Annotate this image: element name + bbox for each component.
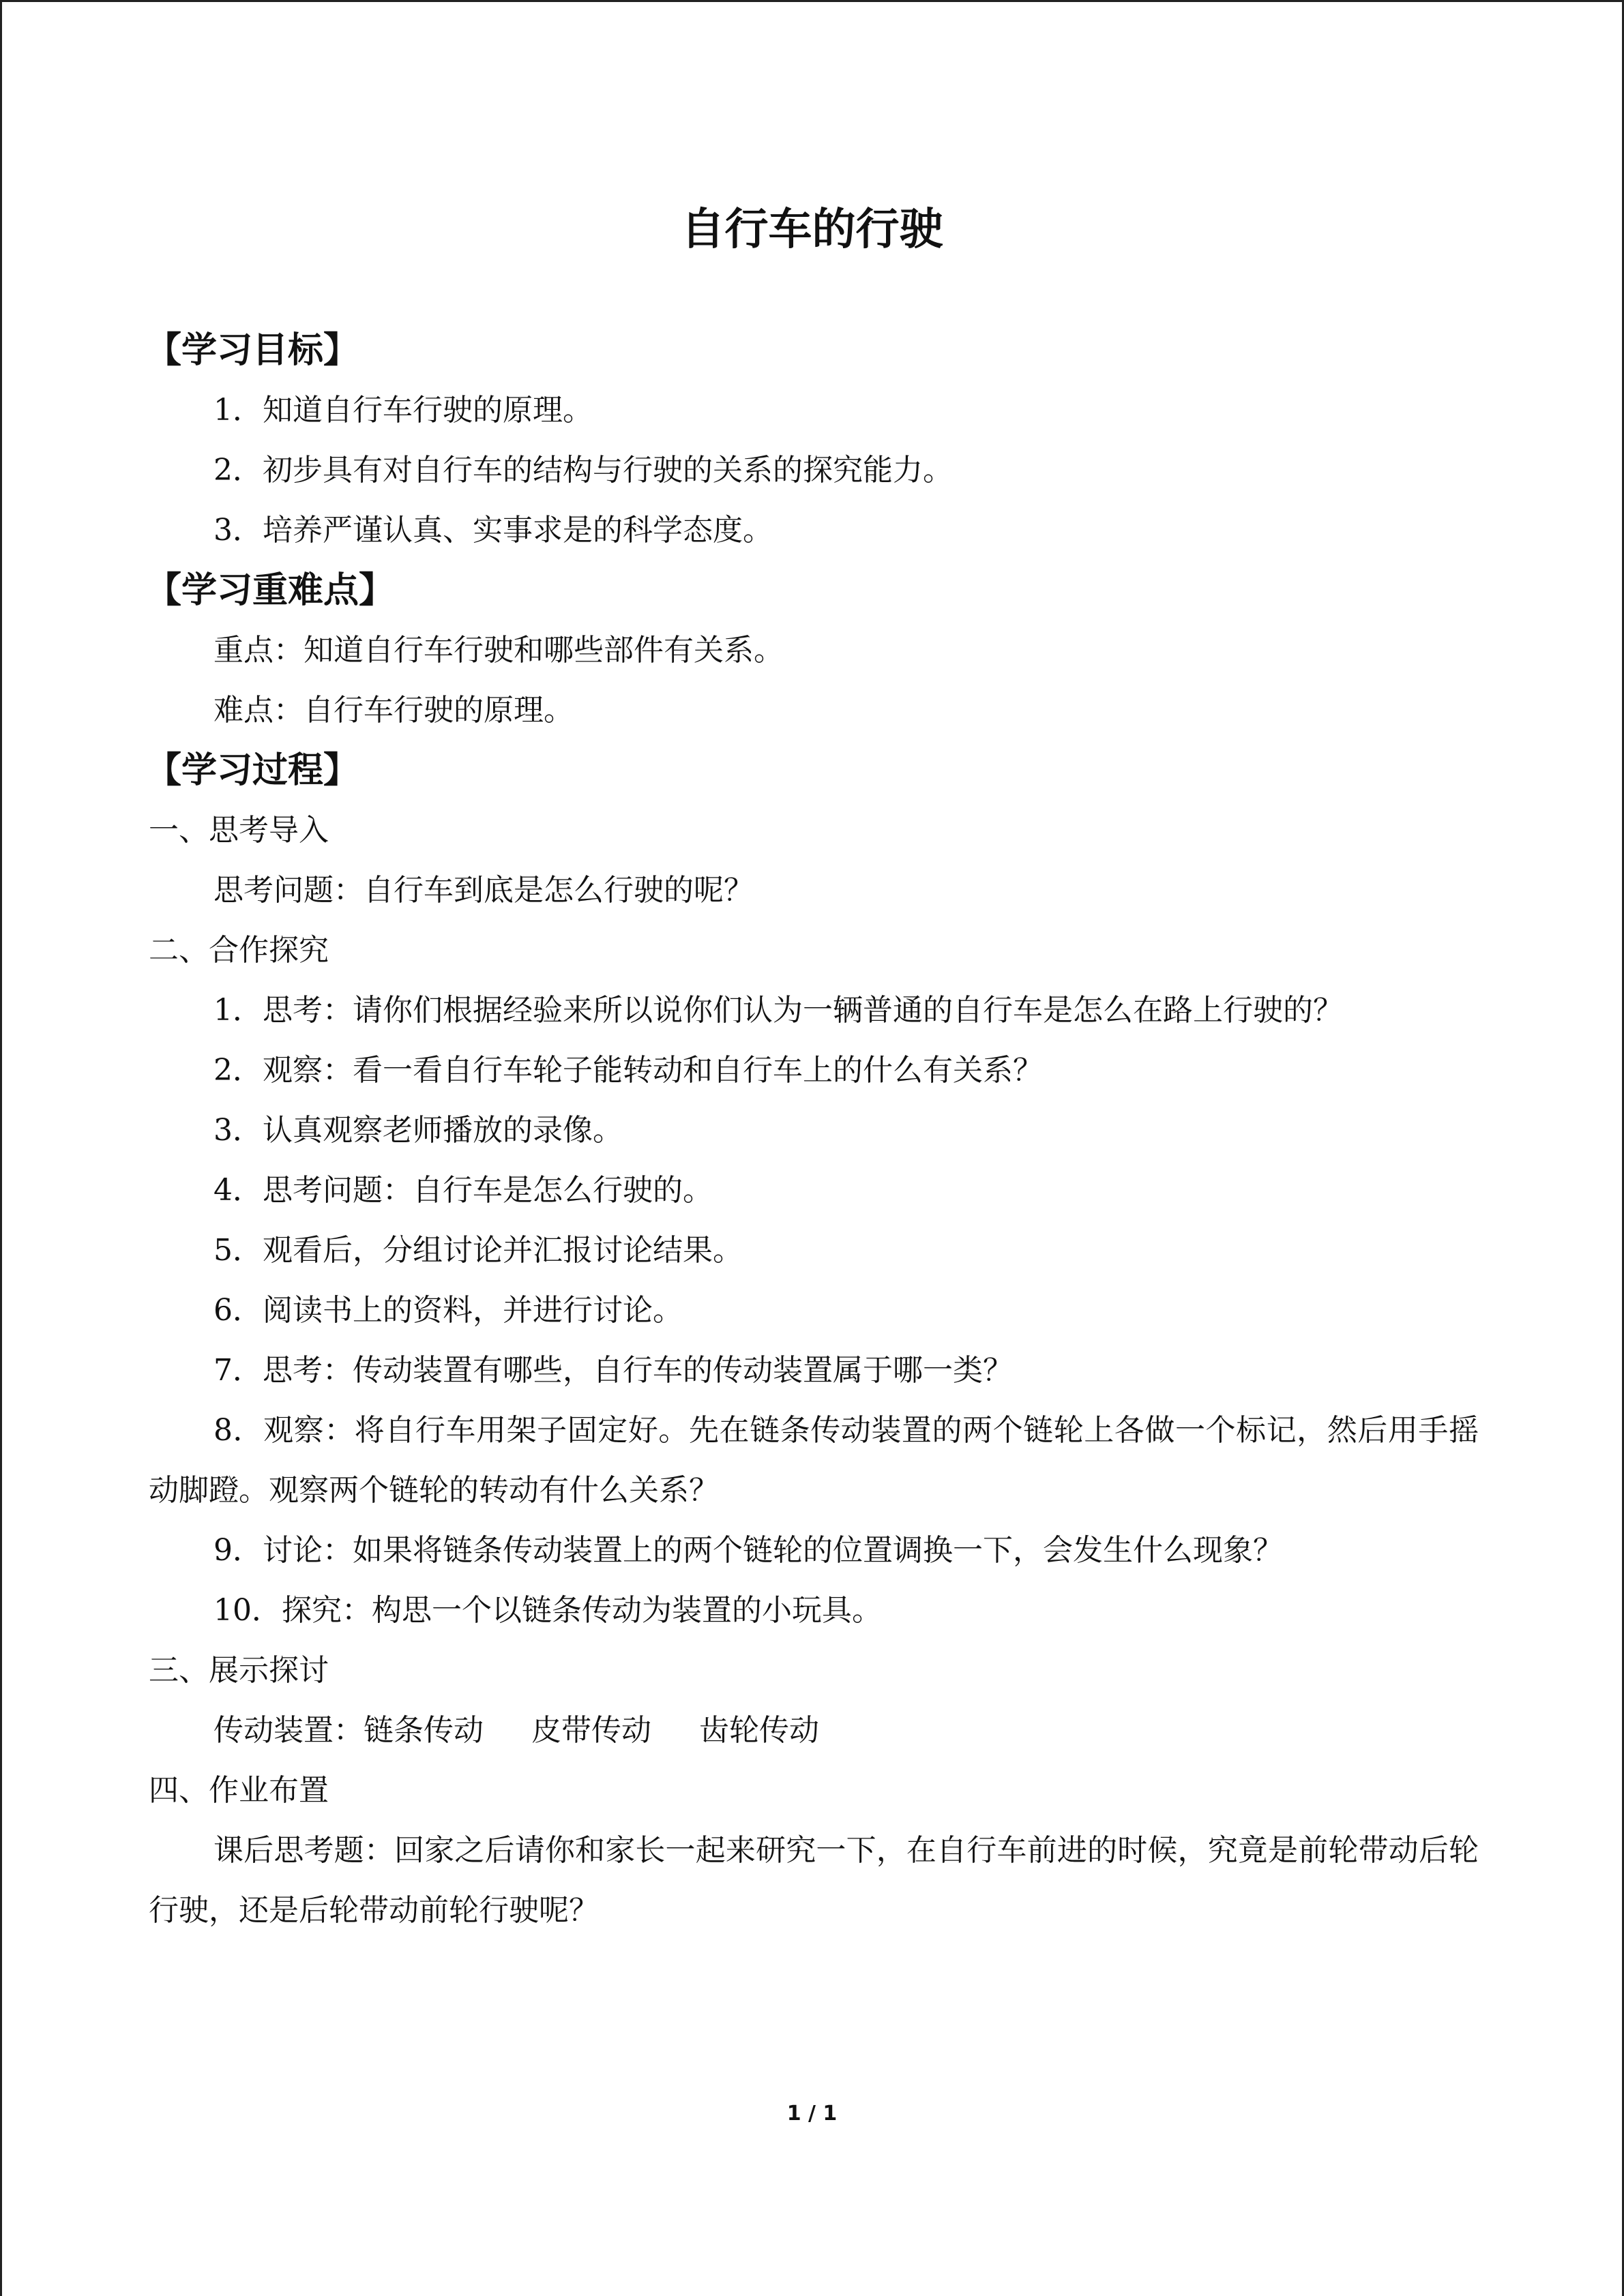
document-title: 自行车的行驶	[681, 205, 943, 255]
key-points-heading: 【学习重难点】	[146, 570, 395, 611]
section-2-item: 2．观察：看一看自行车轮子能转动和自行车上的什么有关系？	[213, 1053, 1043, 1088]
section-3-title: 三、展示探讨	[149, 1653, 329, 1688]
transmission-belt: 皮带传动	[531, 1713, 651, 1748]
section-2-item: 5．观看后，分组讨论并汇报讨论结果。	[213, 1233, 743, 1268]
transmission-label: 传动装置：链条传动	[213, 1713, 484, 1748]
section-2-item: 1．思考：请你们根据经验来所以说你们认为一辆普通的自行车是怎么在路上行驶的？	[213, 993, 1343, 1028]
objective-item: 3．培养严谨认真、实事求是的科学态度。	[213, 513, 773, 548]
section-4-text: 课后思考题：回家之后请你和家长一起来研究一下，在自行车前进的时候，究竟是前轮带动后轮行驶，还是后轮带动前轮行驶呢？	[149, 1833, 1479, 1928]
section-2-item: 8．观察：将自行车用架子固定好。先在链条传动装置的两个链轮上各做一个标记，然后用手摇动脚蹬。观察两个链轮的转动有什么关系？	[149, 1413, 1479, 1508]
key-point-difficulty: 难点：自行车行驶的原理。	[213, 693, 574, 728]
section-4-title: 四、作业布置	[149, 1773, 329, 1808]
section-2-item: 4．思考问题：自行车是怎么行驶的。	[213, 1173, 713, 1208]
objective-item: 2．初步具有对自行车的结构与行驶的关系的探究能力。	[213, 453, 953, 488]
page-number: 1 / 1	[786, 2102, 838, 2126]
transmission-types	[149, 1701, 1479, 1761]
document-body	[146, 320, 1479, 1941]
section-2-item: 6．阅读书上的资料，并进行讨论。	[213, 1293, 683, 1328]
section-2-title: 二、合作探究	[149, 933, 329, 968]
section-2-item: 10．探究：构思一个以链条传动为装置的小玩具。	[213, 1593, 882, 1628]
section-1-title: 一、思考导入	[149, 813, 329, 848]
section-2-item: 9．讨论：如果将链条传动装置上的两个链轮的位置调换一下，会发生什么现象？	[213, 1533, 1283, 1568]
process-heading: 【学习过程】	[146, 750, 359, 791]
objective-item: 1．知道自行车行驶的原理。	[213, 393, 593, 428]
key-point-focus: 重点：知道自行车行驶和哪些部件有关系。	[213, 633, 784, 668]
transmission-gear: 齿轮传动	[699, 1713, 819, 1748]
section-2-item: 3．认真观察老师播放的录像。	[213, 1113, 623, 1148]
section-1-text: 思考问题：自行车到底是怎么行驶的呢？	[213, 873, 754, 908]
objectives-heading: 【学习目标】	[146, 330, 359, 371]
section-2-item: 7．思考：传动装置有哪些，自行车的传动装置属于哪一类？	[213, 1353, 1013, 1388]
